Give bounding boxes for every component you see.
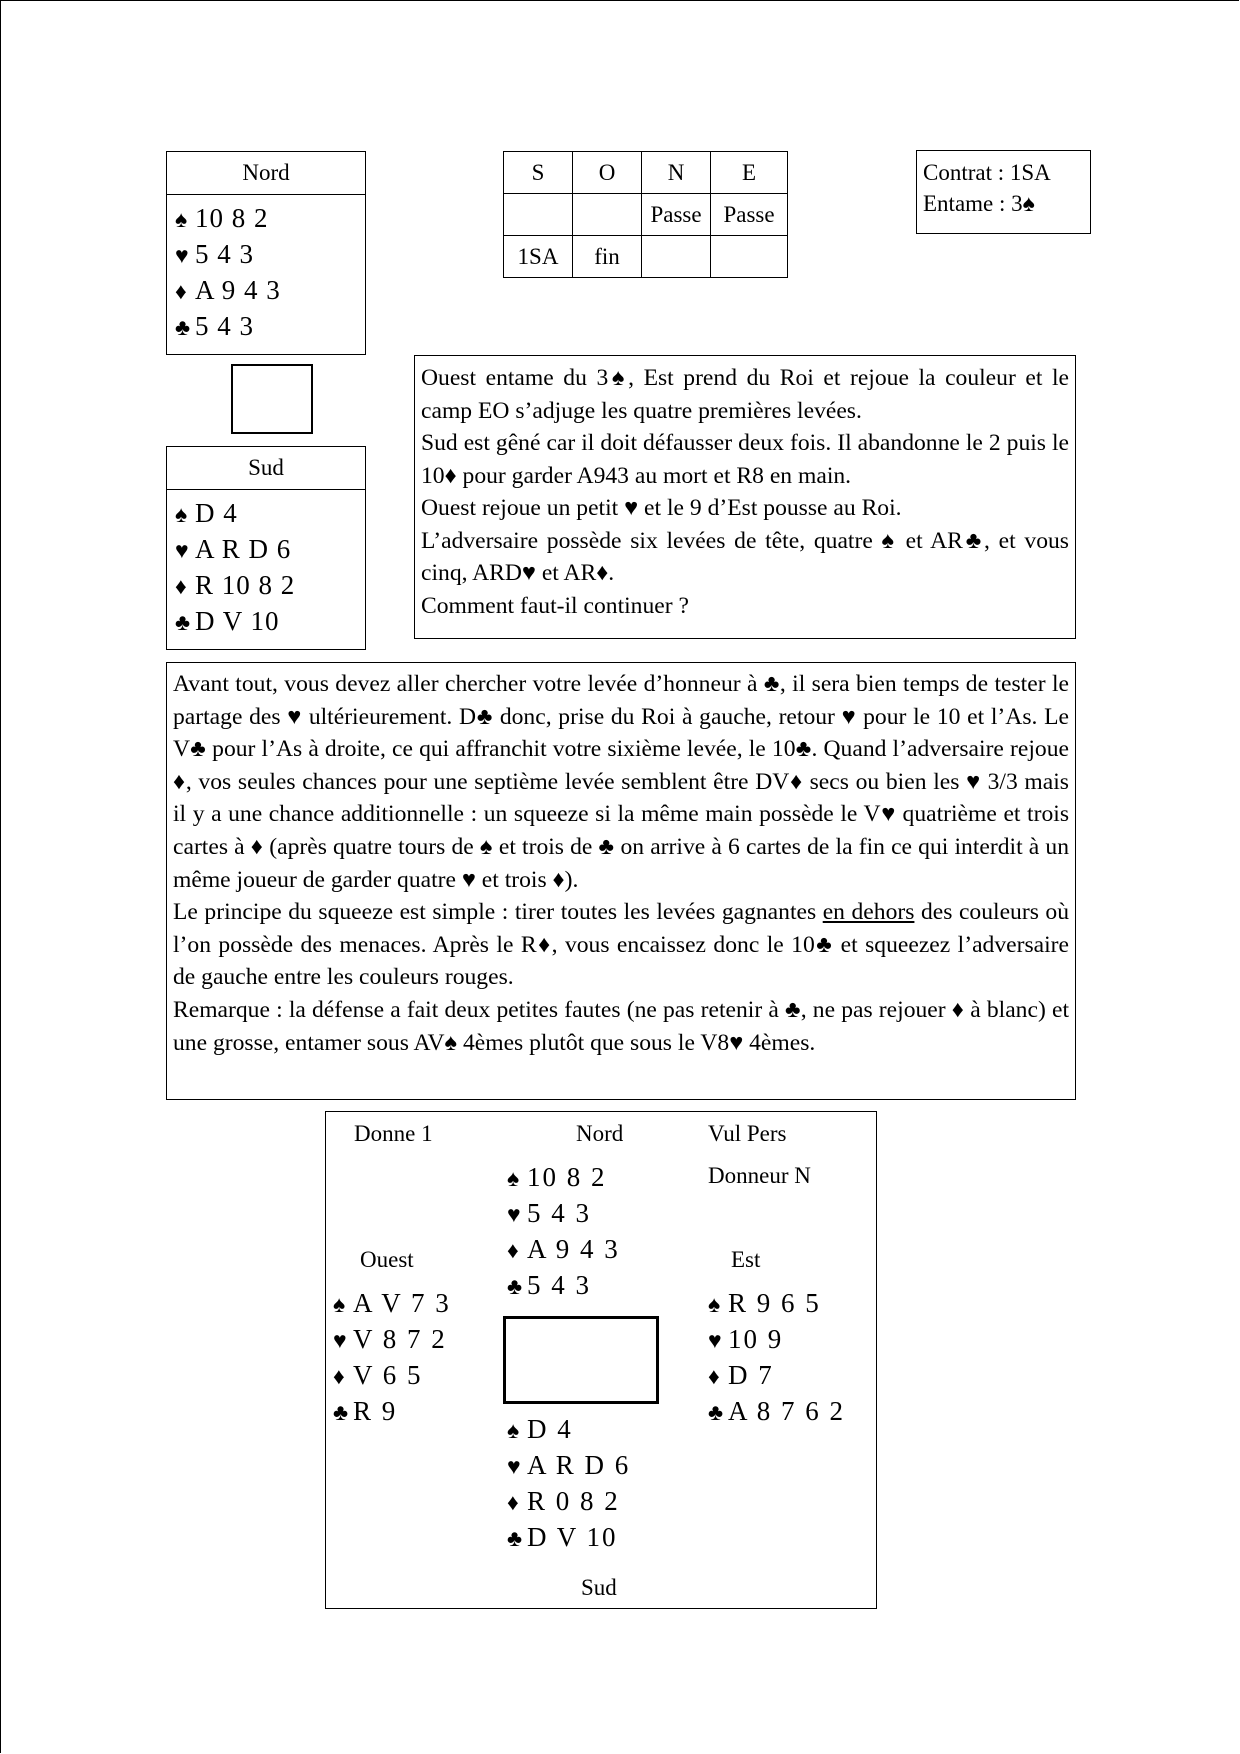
bidding-row	[504, 194, 788, 236]
north-diamonds	[175, 273, 365, 309]
deal-west-diamonds-cards: V 6 5	[353, 1360, 423, 1390]
spade-icon: ♠	[507, 1166, 522, 1191]
club-icon: ♣	[507, 1526, 525, 1551]
solution-paragraph: Avant tout, vous devez aller chercher votre levée d’honneur à ♣, il sera bien temps de tester le partage des ♥ ultérieurement. D♣ donc, prise du Roi à gauche, retour ♥ pour le 10 et l’As. Le V♣ pour l’As à droite, ce qui affranchit votre sixième levée, le 10♣. Quand l’adversaire rejoue ♦, vos seules chances pour une septième levée semblent être DV♦ secs ou bien les ♥ 3/3 mais il y a une chance additionnelle : un squeeze si la même main possède le V♥ quatrième et trois cartes à ♦ (après quatre tours de ♠ et trois de ♣ on arrive à 6 cartes de la fin ce qui interdit à un même joueur de garder quatre ♥ et trois ♦).	[173, 671, 1069, 893]
deal-south-diamonds-cards: R 0 8 2	[527, 1486, 620, 1516]
deal-north-diamonds	[507, 1232, 620, 1268]
problem-paragraph: Sud est gêné car il doit défausser deux fois. Il abandonne le 2 puis le 10♦ pour garder A943 au mort et R8 en main.	[421, 430, 1069, 489]
deal-south-clubs-cards: D V 10	[527, 1522, 618, 1552]
deal-east-label: Est	[731, 1247, 761, 1272]
north-hearts	[175, 237, 365, 273]
heart-icon: ♥	[507, 1454, 523, 1479]
south-hand-cards	[167, 490, 365, 640]
solution-text: Le principe du squeeze est simple : tirer toutes les levées gagnantes	[173, 899, 823, 926]
north-hand-title: Nord	[167, 152, 365, 195]
deal-east-hearts	[708, 1322, 845, 1358]
deal-south-spades	[507, 1412, 630, 1448]
deal-north-hearts	[507, 1196, 620, 1232]
club-icon: ♣	[507, 1274, 525, 1299]
lead-line: Entame : 3♠	[923, 191, 1035, 216]
north-hand-cards	[167, 195, 365, 345]
deal-west-label: Ouest	[360, 1247, 414, 1272]
deal-north-hearts-cards: 5 4 3	[527, 1198, 591, 1228]
bidding-cell	[573, 194, 642, 236]
south-hand-box	[166, 446, 366, 650]
deal-west-diamonds	[333, 1358, 451, 1394]
solution-text: des couleurs où l’on possède des menaces. Après le R♦, vous encaissez donc le 10♣ et squeezez l’adversaire de gauche entre les couleurs rouges.	[173, 899, 1070, 991]
deal-number: Donne 1	[354, 1121, 433, 1146]
heart-icon: ♥	[333, 1328, 349, 1353]
bidding-table	[503, 151, 788, 278]
deal-east-diamonds	[708, 1358, 845, 1394]
diamond-icon: ♦	[507, 1490, 521, 1515]
deal-east-spades-cards: R 9 6 5	[728, 1288, 821, 1318]
contract-line: Contrat : 1SA	[923, 160, 1051, 185]
north-spades-cards: 10 8 2	[195, 203, 269, 233]
solution-underlined-text: en dehors	[822, 899, 915, 926]
deal-north-diamonds-cards: A 9 4 3	[527, 1234, 620, 1264]
deal-west-hearts	[333, 1322, 451, 1358]
deal-table-rectangle	[503, 1316, 659, 1404]
deal-west-hand	[333, 1286, 451, 1430]
club-icon: ♣	[708, 1400, 726, 1425]
heart-icon: ♥	[175, 243, 190, 268]
deal-south-hand	[507, 1412, 630, 1556]
deal-south-label: Sud	[581, 1575, 617, 1600]
bidding-cell: 1SA	[504, 236, 573, 278]
south-diamonds-cards: R 10 8 2	[195, 570, 296, 600]
deal-west-spades	[333, 1286, 451, 1322]
deal-north-spades-cards: 10 8 2	[527, 1162, 607, 1192]
north-clubs	[175, 309, 365, 345]
solution-paragraph	[173, 896, 1069, 994]
diamond-icon: ♦	[507, 1238, 521, 1263]
heart-icon: ♥	[175, 538, 190, 563]
north-diamonds-cards: A 9 4 3	[195, 275, 281, 305]
south-spades	[175, 496, 365, 532]
deal-north-clubs	[507, 1268, 620, 1304]
deal-east-diamonds-cards: D 7	[728, 1360, 774, 1390]
south-clubs-cards: D V 10	[195, 606, 280, 636]
bidding-header-o: O	[573, 152, 642, 194]
north-hand-box	[166, 151, 366, 355]
deal-west-spades-cards: A V 7 3	[353, 1288, 451, 1318]
diamond-icon: ♦	[333, 1364, 347, 1389]
south-hand-title: Sud	[167, 447, 365, 490]
problem-paragraph: Ouest entame du 3♠, Est prend du Roi et rejoue la couleur et le camp EO s’adjuge les quatre premières levées.	[421, 365, 1069, 424]
deal-vulnerability: Vul Pers	[708, 1121, 787, 1146]
club-icon: ♣	[175, 610, 192, 635]
spade-icon: ♠	[708, 1292, 723, 1317]
heart-icon: ♥	[708, 1328, 724, 1353]
diamond-icon: ♦	[708, 1364, 722, 1389]
deal-north-spades	[507, 1160, 620, 1196]
bidding-header-n: N	[642, 152, 711, 194]
north-hearts-cards: 5 4 3	[195, 239, 254, 269]
bidding-header-row	[504, 152, 788, 194]
deal-dealer: Donneur N	[708, 1163, 811, 1188]
deal-south-clubs	[507, 1520, 630, 1556]
deal-south-hearts-cards: A R D 6	[527, 1450, 631, 1480]
problem-paragraph: L’adversaire possède six levées de tête, quatre ♠ et AR♣, et vous cinq, ARD♥ et AR♦.	[421, 527, 1069, 586]
deal-south-diamonds	[507, 1484, 630, 1520]
contract-box	[916, 150, 1091, 234]
spade-icon: ♠	[175, 207, 189, 232]
deal-west-hearts-cards: V 8 7 2	[353, 1324, 447, 1354]
table-square	[231, 364, 313, 434]
south-spades-cards: D 4	[195, 498, 238, 528]
north-spades	[175, 201, 365, 237]
deal-north-hand	[507, 1160, 620, 1304]
deal-east-hand	[708, 1286, 845, 1430]
bidding-cell	[711, 236, 788, 278]
south-hearts-cards: A R D 6	[195, 534, 292, 564]
deal-west-clubs-cards: R 9	[353, 1396, 398, 1426]
bidding-cell	[642, 236, 711, 278]
problem-paragraph: Ouest rejoue un petit ♥ et le 9 d’Est pousse au Roi.	[421, 495, 902, 521]
bidding-cell: Passe	[642, 194, 711, 236]
south-clubs	[175, 604, 365, 640]
problem-box	[414, 355, 1076, 639]
deal-west-clubs	[333, 1394, 451, 1430]
bidding-header-e: E	[711, 152, 788, 194]
solution-remark: Remarque : la défense a fait deux petites fautes (ne pas retenir à ♣, ne pas rejouer ♦ à blanc) et une grosse, entamer sous AV♠ 4èmes plutôt que sous le V8♥ 4èmes.	[173, 996, 1069, 1056]
spade-icon: ♠	[507, 1418, 522, 1443]
deal-north-clubs-cards: 5 4 3	[527, 1270, 591, 1300]
deal-south-hearts	[507, 1448, 630, 1484]
bidding-cell	[504, 194, 573, 236]
deal-east-clubs	[708, 1394, 845, 1430]
bidding-header-s: S	[504, 152, 573, 194]
club-icon: ♣	[333, 1400, 351, 1425]
deal-south-spades-cards: D 4	[527, 1414, 573, 1444]
heart-icon: ♥	[507, 1202, 523, 1227]
bidding-cell: Passe	[711, 194, 788, 236]
solution-box	[166, 662, 1076, 1100]
diamond-icon: ♦	[175, 279, 188, 304]
deal-north-label: Nord	[576, 1121, 624, 1146]
problem-question: Comment faut-il continuer ?	[421, 592, 689, 619]
diamond-icon: ♦	[175, 574, 188, 599]
deal-east-spades	[708, 1286, 845, 1322]
south-hearts	[175, 532, 365, 568]
deal-east-hearts-cards: 10 9	[728, 1324, 784, 1354]
bidding-row	[504, 236, 788, 278]
spade-icon: ♠	[175, 502, 189, 527]
south-diamonds	[175, 568, 365, 604]
spade-icon: ♠	[333, 1292, 348, 1317]
north-clubs-cards: 5 4 3	[195, 311, 254, 341]
club-icon: ♣	[175, 315, 192, 340]
bidding-cell: fin	[573, 236, 642, 278]
deal-east-clubs-cards: A 8 7 6 2	[728, 1396, 846, 1426]
